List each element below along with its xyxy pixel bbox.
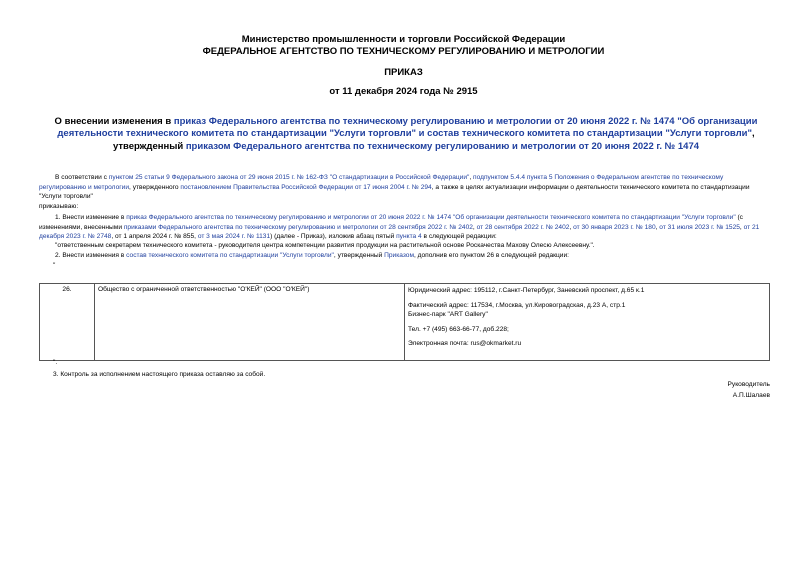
composition-table — [39, 283, 770, 361]
email: Электронная почта: rus@okmarket.ru — [408, 340, 522, 348]
quote-close-mark: ". — [53, 359, 58, 366]
organization-name: Общество с ограниченной ответственностью "О'КЕЙ" (ООО "О'КЕЙ") — [95, 284, 405, 361]
order-2402-link[interactable]: приказами Федерального агентства по техническому регулированию и метрологии от 28 сентября 2022 г. № 2402 — [123, 223, 473, 231]
text: , утвержденный — [333, 252, 385, 259]
prikaz-link[interactable]: Приказом — [384, 252, 414, 259]
text: В соответствии с — [55, 174, 109, 181]
title-order-link[interactable]: приказ Федерального агентства по техническому регулированию и метрологии от 20 июня 2022 г. № 1474 "Об организации деятельности технического комитета по стандартизации "Услуги торговли" и состав технического комитета по стандартизации "Услуги торговли" — [57, 116, 758, 140]
text: , — [739, 223, 744, 231]
text: , утвержденного — [129, 183, 181, 191]
actual-address: Фактический адрес: 117534, г.Москва, ул.Кировоградская, д.23 А, стр.1 — [408, 301, 626, 309]
signatory-role: Руководитель — [727, 381, 770, 388]
title-text: О внесении изменения в — [54, 116, 174, 127]
business-park: Бизнес-парк "ART Gallery" — [408, 311, 488, 319]
order-1131-link[interactable]: от 3 мая 2024 г. № 1131 — [197, 233, 271, 241]
paragraph-basis — [39, 173, 769, 202]
agency-name: ФЕДЕРАЛЬНОЕ АГЕНТСТВО ПО ТЕХНИЧЕСКОМУ РЕГУЛИРОВАНИЮ И МЕТРОЛОГИИ — [202, 46, 605, 57]
title-agency-link[interactable]: Федерального агентства по техническому регулированию и метрологии от 20 июня 2022 г. № 1474 — [230, 140, 700, 152]
order-2402b-link[interactable]: от 28 сентября 2022 г. № 2402 — [476, 223, 570, 231]
quote-open-mark: " — [53, 262, 56, 269]
legal-address: Юридический адрес: 195112, г.Санкт-Петербург, Заневский проспект, д.65 к.1 — [408, 287, 645, 294]
text: 1. Внести изменение в — [55, 214, 127, 221]
paragraph-secretary-quote: "ответственным секретарем технического комитета - руководителя центра компетенции развития продукции на растительной основе Роскачества Махову Олесю Алексеевну.". — [55, 242, 595, 249]
signatory-name: А.П.Шалаев — [732, 392, 770, 399]
paragraph-item-1 — [39, 213, 769, 242]
committee-composition-link[interactable]: состав технического комитета по стандартизации "Услуги торговли" — [126, 252, 334, 259]
document-title — [36, 116, 776, 153]
regulation-link[interactable]: подпунктом 5.4.4 пункта 5 Положения о Федеральном агентстве по техническому регулированию и метрологии — [39, 174, 724, 191]
row-number: 26. — [40, 284, 95, 361]
text: , а также в целях актуализации информации о деятельности технического комитета по стандартизации "Услуги торговли" — [39, 183, 750, 201]
phone: Тел. +7 (495) 663-66-77, доб.228; — [408, 325, 509, 333]
title-prikaz-link[interactable]: приказом — [185, 140, 231, 152]
government-decree-link[interactable]: постановлением Правительства Российской Федерации от 17 июня 2004 г. № 294 — [180, 183, 432, 191]
order-180-link[interactable]: от 30 января 2023 г. № 180 — [573, 223, 656, 231]
document-type: ПРИКАЗ — [384, 67, 423, 78]
ministry-name: Министерство промышленности и торговли Российской Федерации — [241, 34, 566, 45]
title-text: , утвержденный — [112, 128, 755, 152]
text: , — [469, 174, 474, 181]
law-link[interactable]: пунктом 25 статьи 9 Федерального закона от 29 июня 2015 г. № 162-ФЗ "О стандартизации в Российской Федерации" — [108, 174, 470, 181]
text: , дополнив его пунктом 26 в следующей редакции: — [414, 252, 570, 259]
text: (с изменениями, внесенными — [39, 214, 743, 231]
document-date-number: от 11 декабря 2024 года № 2915 — [329, 86, 478, 97]
text: 2. Внести изменения в — [55, 252, 127, 259]
paragraph-item-3: 3. Контроль за исполнением настоящего приказа оставляю за собой. — [53, 371, 266, 378]
order-2748-link[interactable]: от 21 декабря 2023 г. № 2748 — [39, 223, 760, 241]
text: в следующей редакции: — [421, 233, 497, 241]
text: , от 1 апреля 2024 г. № 855, — [111, 233, 198, 241]
paragraph-order-word: приказываю: — [39, 203, 79, 210]
text: ) (далее - Приказ), изложив абзац пятый — [270, 233, 397, 241]
order-1474-link[interactable]: приказ Федерального агентства по техническому регулированию и метрологии от 20 июня 2022 г. № 1474 "Об организации деятельности технического комитета по стандартизации "Услуги торговли" — [126, 214, 736, 221]
paragraph-item-2 — [39, 251, 769, 261]
organization-contacts — [405, 284, 770, 361]
point-4-link[interactable]: пункта 4 — [396, 233, 422, 241]
text: , — [655, 223, 660, 231]
text: , — [569, 223, 574, 231]
table-row — [40, 284, 770, 361]
text: , — [472, 223, 477, 231]
order-1525-link[interactable]: от 31 июля 2023 г. № 1525 — [659, 223, 740, 231]
